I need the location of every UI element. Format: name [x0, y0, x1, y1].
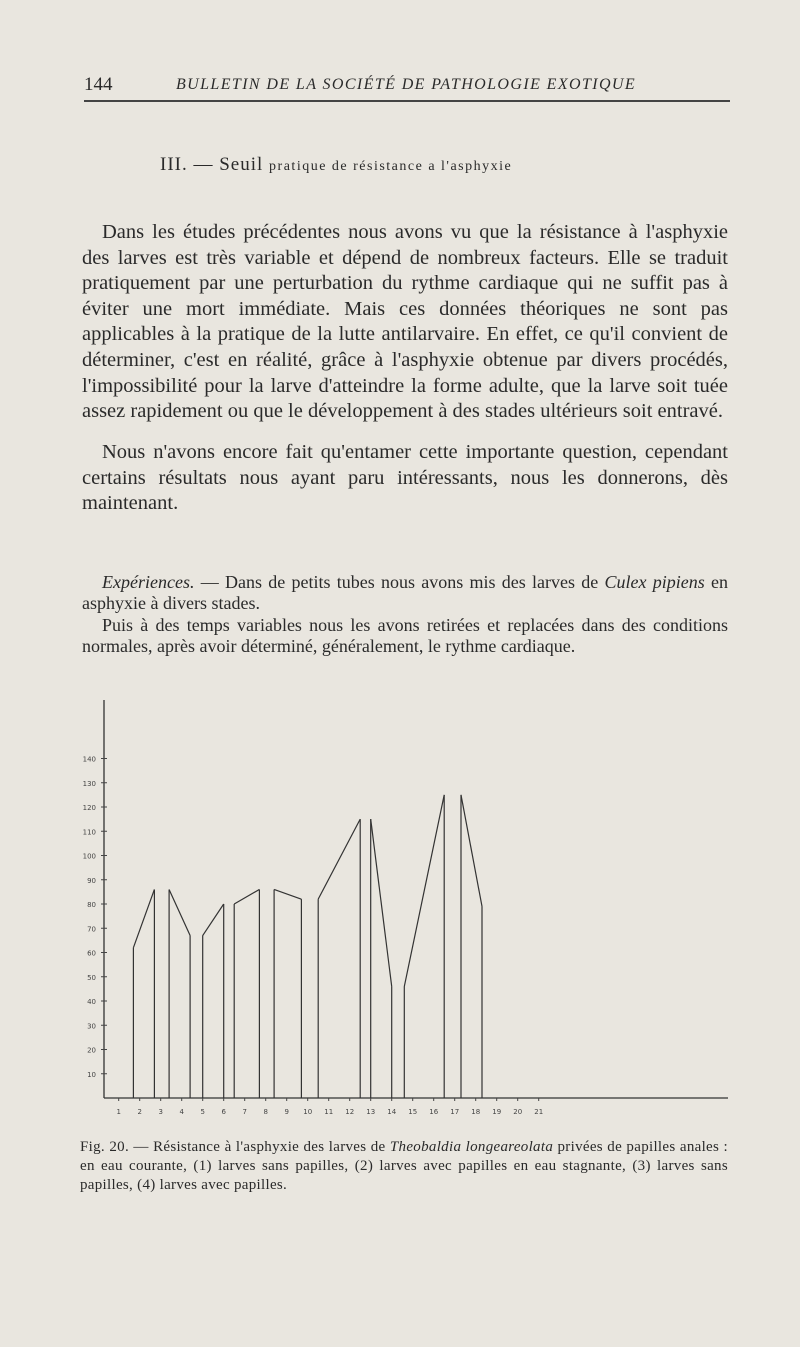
x-tick-label: 9	[284, 1108, 289, 1116]
x-tick-label: 6	[221, 1108, 226, 1116]
x-tick-label: 1	[116, 1108, 121, 1116]
x-tick-label: 21	[534, 1108, 544, 1116]
x-tick-label: 18	[471, 1108, 481, 1116]
journal-title: BULLETIN DE LA SOCIÉTÉ DE PATHOLOGIE EXOTIQUE	[176, 76, 637, 93]
data-segment	[461, 795, 482, 907]
y-tick-label: 80	[87, 901, 96, 909]
data-segment	[133, 889, 154, 947]
section-number: III. —	[160, 154, 214, 175]
y-tick-label: 40	[87, 998, 96, 1006]
y-tick-label: 50	[87, 973, 96, 982]
experiences-text: — Dans de petits tubes nous avons mis des larves de	[194, 572, 605, 592]
y-tick-label: 130	[82, 779, 96, 788]
caption-label: Fig. 20. —	[80, 1139, 154, 1155]
paragraph-method: Puis à des temps variables nous les avons retirées et replacées dans des conditions normales, après avoir déterminé, généralement, le rythme cardiaque.	[82, 615, 728, 656]
y-tick-label: 140	[82, 755, 96, 764]
page-number: 144	[84, 74, 113, 95]
x-tick-label: 10	[303, 1108, 313, 1116]
page-header	[84, 72, 730, 102]
x-tick-label: 19	[492, 1108, 502, 1116]
paragraph-question: Nous n'avons encore fait qu'entamer cette importante question, cependant certains résultats nous ayant paru intéressants, nous les donnerons, dès maintenant.	[82, 441, 728, 515]
experiences-end: en asphyxie à divers stades.	[82, 572, 728, 613]
x-tick-label: 16	[429, 1108, 439, 1116]
caption-text-2: privées de papilles anales : en eau courante, (1) larves sans papilles, (2) larves avec papilles en eau stagnante, (3) larves sans papilles, (4) larves avec papilles.	[80, 1139, 728, 1193]
data-segment	[203, 904, 224, 936]
x-tick-label: 12	[345, 1108, 355, 1116]
section-title-initial: Seuil	[219, 154, 264, 175]
x-tick-label: 2	[137, 1108, 142, 1116]
x-tick-label: 4	[179, 1108, 184, 1116]
x-tick-label: 20	[513, 1108, 523, 1116]
y-tick-label: 90	[87, 876, 96, 885]
figure-caption	[80, 1138, 728, 1195]
x-tick-label: 13	[366, 1108, 376, 1116]
paragraph-intro: Dans les études précédentes nous avons vu que la résistance à l'asphyxie des larves est très variable et dépend de nombreux facteurs. Elle se traduit pratiquement par une perturbation du rythme cardiaque qui ne suffit pas à éviter une mort immédiate. Mais ces données théoriques ne sont pas applicables à la pratique de la lutte antilarvaire. En effet, ce qu'il convient de déterminer, c'est en réalité, grâce à l'asphyxie obtenue par divers procédés, l'impossibilité pour la larve d'atteindre la forme adulte, que la larve soit tuée assez rapidement ou que le développement à des stades ultérieurs soit entravé.	[82, 221, 728, 423]
x-tick-label: 5	[200, 1108, 205, 1116]
data-segment	[169, 889, 190, 935]
y-tick-label: 30	[87, 1022, 96, 1031]
section-title-rest: pratique de résistance a l'asphyxie	[269, 159, 513, 174]
y-tick-label: 120	[82, 804, 96, 812]
y-tick-label: 60	[87, 949, 96, 958]
y-tick-label: 10	[87, 1070, 96, 1079]
data-segment	[274, 889, 301, 899]
y-tick-label: 100	[82, 852, 96, 861]
x-tick-label: 8	[263, 1108, 268, 1116]
caption-species: Theobaldia longeareolata	[389, 1139, 554, 1155]
x-tick-label: 15	[408, 1108, 418, 1116]
x-tick-label: 7	[242, 1108, 247, 1116]
section-title	[160, 154, 512, 176]
y-tick-label: 70	[87, 925, 96, 934]
y-tick-label: 110	[82, 828, 96, 837]
x-tick-label: 11	[324, 1108, 334, 1116]
data-segment	[318, 819, 360, 899]
data-segment	[371, 819, 392, 986]
x-tick-label: 17	[450, 1108, 460, 1116]
data-segment	[234, 889, 259, 904]
x-tick-label: 14	[387, 1108, 397, 1116]
experiences-label: Expériences.	[102, 572, 195, 592]
y-tick-label: 20	[87, 1046, 96, 1055]
figure-chart	[0, 690, 800, 1130]
species-culex: Culex pipiens	[604, 572, 705, 592]
x-tick-label: 3	[158, 1108, 163, 1116]
caption-text-1: Résistance à l'asphyxie des larves de	[153, 1139, 390, 1155]
paragraph-experiences	[82, 572, 728, 614]
data-segment	[404, 795, 444, 987]
